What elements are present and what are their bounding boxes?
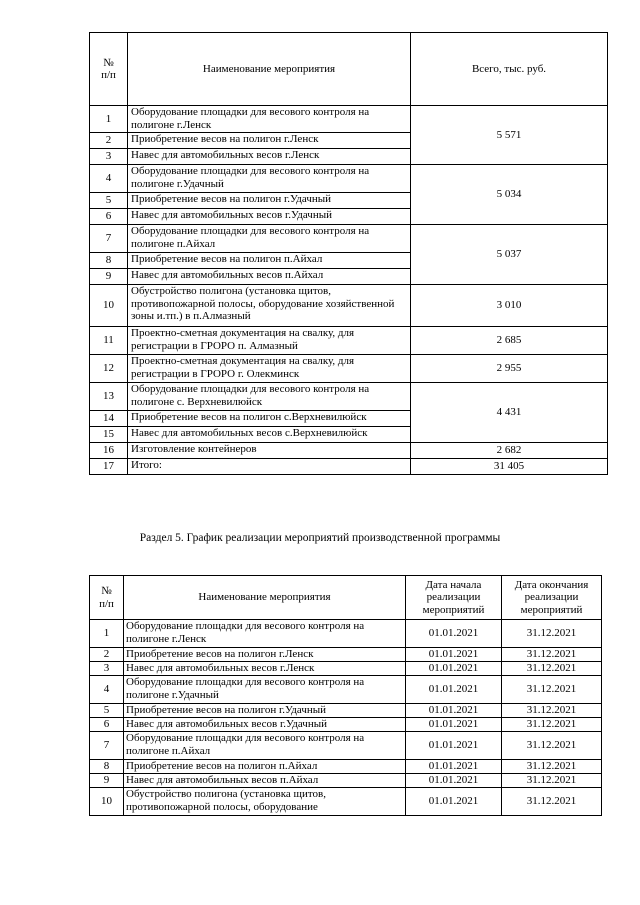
row-name: Навес для автомобильных весов п.Айхал: [128, 269, 411, 285]
table-header-row: [90, 576, 602, 620]
table-row: [90, 443, 608, 459]
row-name: Навес для автомобильных весов г.Удачный: [128, 209, 411, 225]
row-start: 01.01.2021: [406, 620, 502, 648]
row-name: Навес для автомобильных весов г.Удачный: [124, 718, 406, 732]
row-end: 31.12.2021: [502, 788, 602, 816]
row-start: 01.01.2021: [406, 662, 502, 676]
row-total: 5 037: [411, 225, 608, 285]
header-name: Наименование мероприятия: [128, 33, 411, 106]
header-name: Наименование мероприятия: [124, 576, 406, 620]
row-num: 1: [90, 620, 124, 648]
row-end: 31.12.2021: [502, 718, 602, 732]
row-num: 17: [90, 459, 128, 475]
row-end: 31.12.2021: [502, 774, 602, 788]
table-row: [90, 662, 602, 676]
row-start: 01.01.2021: [406, 718, 502, 732]
row-start: 01.01.2021: [406, 676, 502, 704]
row-name: Навес для автомобильных весов п.Айхал: [124, 774, 406, 788]
table-row: [90, 225, 608, 253]
row-num: 11: [90, 327, 128, 355]
row-name: Приобретение весов на полигон г.Ленск: [124, 648, 406, 662]
table-row: [90, 718, 602, 732]
row-end: 31.12.2021: [502, 620, 602, 648]
row-total: 31 405: [411, 459, 608, 475]
table-row: [90, 459, 608, 475]
table-row: [90, 106, 608, 133]
row-num: 9: [90, 774, 124, 788]
row-total: 4 431: [411, 383, 608, 443]
row-name: Оборудование площадки для весового контроля на полигоне с. Верхневилюйск: [128, 383, 411, 411]
row-total: 2 682: [411, 443, 608, 459]
table-row: [90, 788, 602, 816]
row-name: Навес для автомобильных весов с.Верхневилюйск: [128, 427, 411, 443]
table-row: [90, 774, 602, 788]
row-num: 8: [90, 760, 124, 774]
row-start: 01.01.2021: [406, 648, 502, 662]
table-row: [90, 383, 608, 411]
row-name: Обустройство полигона (установка щитов, противопожарной полосы, оборудование хозяйственной зоны и.тп.) в п.Алмазный: [128, 285, 411, 327]
row-num: 2: [90, 648, 124, 662]
row-end: 31.12.2021: [502, 760, 602, 774]
row-num: 4: [90, 165, 128, 193]
table-row: [90, 355, 608, 383]
row-name: Приобретение весов на полигон п.Айхал: [124, 760, 406, 774]
row-name: Приобретение весов на полигон г.Удачный: [124, 704, 406, 718]
schedule-table: [89, 575, 602, 816]
table-row: [90, 676, 602, 704]
row-name: Обустройство полигона (установка щитов, противопожарной полосы, оборудование: [124, 788, 406, 816]
row-num: 1: [90, 106, 128, 133]
row-start: 01.01.2021: [406, 774, 502, 788]
header-num: № п/п: [90, 33, 128, 106]
row-name: Изготовление контейнеров: [128, 443, 411, 459]
table-row: [90, 620, 602, 648]
row-name: Приобретение весов на полигон с.Верхневилюйск: [128, 411, 411, 427]
row-start: 01.01.2021: [406, 732, 502, 760]
row-total: 2 955: [411, 355, 608, 383]
row-num: 8: [90, 253, 128, 269]
row-name: Проектно-сметная документация на свалку, для регистрации в ГРОРО п. Алмазный: [128, 327, 411, 355]
row-num: 3: [90, 149, 128, 165]
row-name: Навес для автомобильных весов г.Ленск: [124, 662, 406, 676]
table-row: [90, 165, 608, 193]
section-title: Раздел 5. График реализации мероприятий производственной программы: [139, 532, 501, 544]
row-name: Проектно-сметная документация на свалку, для регистрации в ГРОРО г. Олекминск: [128, 355, 411, 383]
header-total: Всего, тыс. руб.: [411, 33, 608, 106]
row-num: 5: [90, 704, 124, 718]
table-row: [90, 285, 608, 327]
row-num: 10: [90, 788, 124, 816]
header-end: Дата окончания реализации мероприятий: [502, 576, 602, 620]
row-num: 3: [90, 662, 124, 676]
row-num: 16: [90, 443, 128, 459]
row-name: Итого:: [128, 459, 411, 475]
row-end: 31.12.2021: [502, 732, 602, 760]
row-name: Навес для автомобильных весов г.Ленск: [128, 149, 411, 165]
row-start: 01.01.2021: [406, 760, 502, 774]
table-row: [90, 327, 608, 355]
row-end: 31.12.2021: [502, 648, 602, 662]
table-row: [90, 732, 602, 760]
row-total: 2 685: [411, 327, 608, 355]
header-num: № п/п: [90, 576, 124, 620]
row-num: 10: [90, 285, 128, 327]
row-total: 5 571: [411, 106, 608, 165]
row-num: 13: [90, 383, 128, 411]
row-num: 12: [90, 355, 128, 383]
row-name: Оборудование площадки для весового контроля на полигоне п.Айхал: [128, 225, 411, 253]
table-row: [90, 648, 602, 662]
row-num: 9: [90, 269, 128, 285]
row-name: Приобретение весов на полигон п.Айхал: [128, 253, 411, 269]
row-total: 5 034: [411, 165, 608, 225]
row-name: Оборудование площадки для весового контроля на полигоне г.Удачный: [128, 165, 411, 193]
cost-table: [89, 32, 608, 475]
row-num: 2: [90, 133, 128, 149]
row-num: 5: [90, 193, 128, 209]
row-name: Оборудование площадки для весового контроля на полигоне п.Айхал: [124, 732, 406, 760]
row-name: Оборудование площадки для весового контроля на полигоне г.Ленск: [124, 620, 406, 648]
row-name: Оборудование площадки для весового контроля на полигоне г.Ленск: [128, 106, 411, 133]
row-start: 01.01.2021: [406, 788, 502, 816]
row-start: 01.01.2021: [406, 704, 502, 718]
row-num: 7: [90, 732, 124, 760]
row-num: 6: [90, 718, 124, 732]
table-row: [90, 760, 602, 774]
row-name: Оборудование площадки для весового контроля на полигоне г.Удачный: [124, 676, 406, 704]
row-end: 31.12.2021: [502, 662, 602, 676]
row-num: 15: [90, 427, 128, 443]
row-end: 31.12.2021: [502, 676, 602, 704]
header-start: Дата начала реализации мероприятий: [406, 576, 502, 620]
row-end: 31.12.2021: [502, 704, 602, 718]
row-total: 3 010: [411, 285, 608, 327]
row-name: Приобретение весов на полигон г.Удачный: [128, 193, 411, 209]
table-header-row: [90, 33, 608, 106]
row-num: 14: [90, 411, 128, 427]
row-num: 4: [90, 676, 124, 704]
row-num: 6: [90, 209, 128, 225]
row-num: 7: [90, 225, 128, 253]
table-row: [90, 704, 602, 718]
row-name: Приобретение весов на полигон г.Ленск: [128, 133, 411, 149]
